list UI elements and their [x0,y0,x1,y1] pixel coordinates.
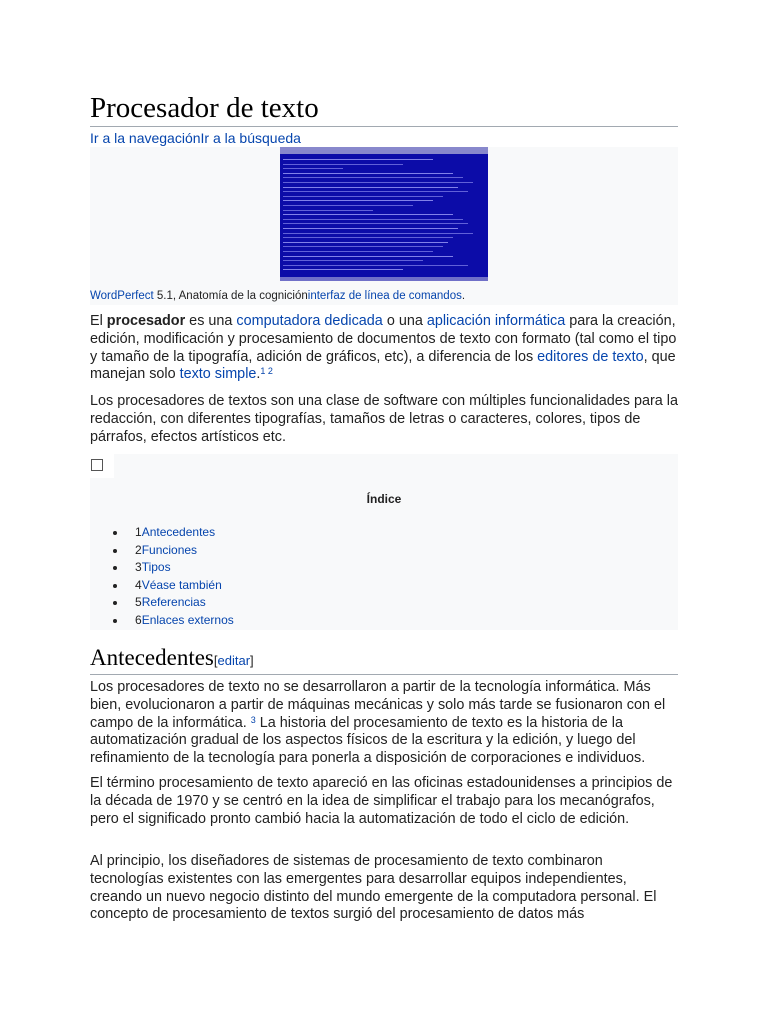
jump-to-search-link[interactable]: Ir a la búsqueda [200,130,301,146]
bold-term: procesador [106,313,186,329]
jump-to-navigation-link[interactable]: Ir a la navegación [90,130,201,146]
section-paragraph-2: El término procesamiento de texto apareció en las oficinas estadounidenses a principios de la década de 1970 y se centró en la idea de simplificar el trabajo para los mecanógrafos, pero el significado pronto cambió hacia la automatización de todo el ciclo de edición. [90,775,673,827]
caption-link-cli[interactable]: interfaz de línea de comandos [307,290,462,302]
jump-links [90,129,301,147]
toc-toggle-checkbox[interactable] [91,459,103,471]
edit-section: [editar] [213,653,254,668]
section-heading-antecedentes: Antecedentes[editar] [90,644,678,675]
toc-item[interactable]: 3Tipos [113,559,234,577]
intro-paragraph-2: Los procesadores de textos son una clase de software con múltiples funcionalidades para la redacción, con diferentes tipografías, tamaños de letras o caracteres, colores, tipos de párrafos, efectos artísticos etc. [90,393,678,445]
caption-period: . [461,290,466,302]
section-paragraph-3: Al principio, los diseñadores de sistemas de procesamiento de texto combinaron tecnologías existentes con las emergentes para desarrollar equipos independientes, creando un nuevo negocio distinto del mundo emergente de la computadora personal. El concepto de procesamiento de textos surgió del procesamiento de datos más [90,853,657,923]
link-editores-de-texto[interactable]: editores de texto [537,348,644,365]
toc-item[interactable]: 2Funciones [113,542,234,560]
toc-title: Índice [366,492,402,506]
reference-superscript[interactable]: 1 2 [260,366,273,377]
toc-item[interactable]: 4Véase también [113,577,234,595]
wordperfect-screenshot[interactable] [280,147,488,281]
toc-item[interactable]: 5Referencias [113,594,234,612]
intro-paragraph-1: El procesador es una computadora dedicada o una aplicación informática para la creación, edición, modificación y procesamiento de documentos de texto con formato (tal como el tipo y tamaño de la tipografía, adición de gráficos, etc), a diferencia de los editores de texto, que manejan solo texto simple.$^{1 2}$ [90,313,677,383]
page-title: Procesador de texto [90,90,678,127]
reference-superscript[interactable]: 3 [250,714,256,725]
link-aplicacion-informatica[interactable]: aplicación informática [426,313,566,329]
figure-caption [90,289,465,303]
caption-link-wordperfect[interactable]: WordPerfect [90,290,154,302]
toc-list [113,524,234,629]
toc-item[interactable]: 1Antecedentes [113,524,234,542]
link-texto-simple[interactable]: texto simple [179,366,257,383]
caption-text: 5.1, Anatomía de la cognición [153,290,308,302]
link-computadora-dedicada[interactable]: computadora dedicada [236,313,383,329]
toc-item[interactable]: 6Enlaces externos [113,612,234,630]
section-paragraph-1: Los procesadores de texto no se desarrollaron a partir de la tecnología informática. Más bien, evolucionaron a partir de máquinas mecánicas y solo más tarde se fusionaron con el campo de la informática. $^3$ La historia del procesamiento de texto es la historia de la automatización gradual de los aspectos físicos de la escritura y la edición, y luego del refinamiento de la tecnología para ponerla a disposición de corporaciones e individuos. [90,679,666,767]
edit-section-link[interactable]: editar [217,653,251,668]
